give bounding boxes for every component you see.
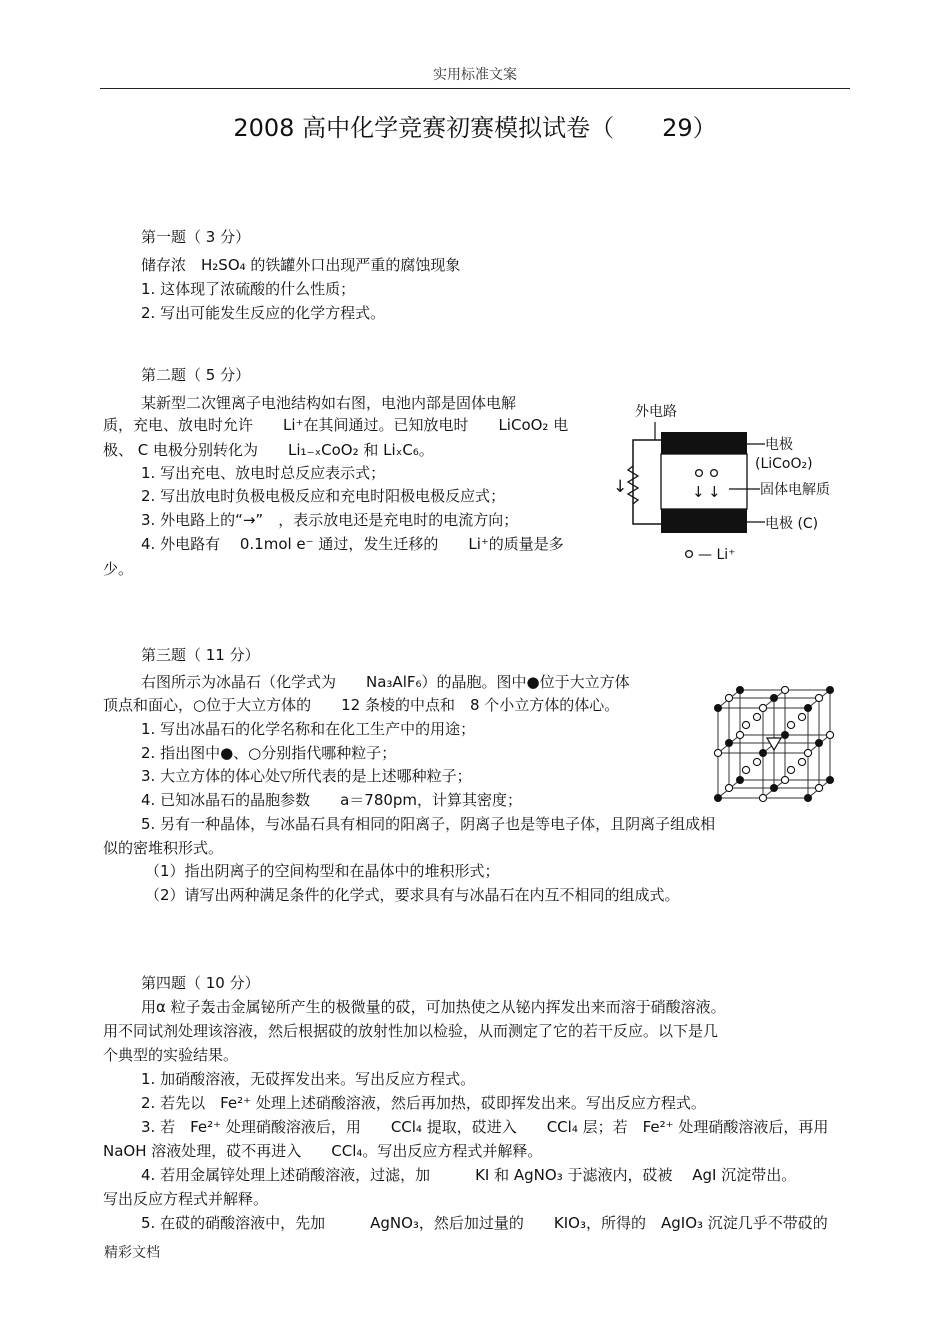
q3-line: 顶点和面心，○位于大立方体的 12 条棱的中点和 8 个小立方体的体心。 — [103, 696, 620, 714]
q2-line: 少。 — [103, 560, 134, 578]
q4-line: NaOH 溶液处理，砹不再进入 CCl₄。写出反应方程式并解释。 — [103, 1142, 543, 1160]
ion-arrow-icon: ↓ — [708, 483, 721, 501]
page-header: 实用标准文案 — [433, 67, 517, 83]
q3-line: 1. 写出冰晶石的化学名称和在化工生产中的用途； — [141, 720, 476, 738]
outer-circuit-label: 外电路 — [635, 404, 677, 420]
q4-line: 个典型的实验结果。 — [103, 1046, 239, 1064]
q3-line: 似的密堆积形式。 — [103, 839, 224, 857]
battery-diagram — [605, 398, 850, 573]
current-arrow-icon: ↓ — [613, 477, 628, 497]
q4-line: 用不同试剂处理该溶液，然后根据砹的放射性加以检验，从而测定了它的若干反应。以下是几 — [103, 1022, 719, 1040]
q2-heading: 第二题（ 5 分） — [141, 366, 251, 384]
q4-line: 3. 若 Fe²⁺ 处理硝酸溶液后，用 CCl₄ 提取，砹进入 CCl₄ 层；若 Fe²⁺ 处理硝酸溶液后，再用 — [141, 1118, 829, 1136]
q3-line: （1）指出阴离子的空间构型和在晶体中的堆积形式； — [145, 862, 500, 880]
electrode-top-formula: (LiCoO₂) — [755, 456, 813, 472]
li-ion-legend-label: — Li⁺ — [698, 547, 736, 563]
li-ion-icon — [696, 470, 703, 477]
ion-arrow-icon: ↓ — [692, 483, 705, 501]
electrolyte-label: 固体电解质 — [760, 482, 830, 498]
li-ion-legend-icon — [686, 551, 693, 558]
q4-line: 4. 若用金属锌处理上述硝酸溶液，过滤，加 KI 和 AgNO₃ 于滤液内，砹被 AgI 沉淀带出。 — [141, 1166, 797, 1184]
q3-line: 4. 已知冰晶石的晶胞参数 a＝780pm，计算其密度； — [141, 791, 523, 809]
q2-line: 某新型二次锂离子电池结构如右图，电池内部是固体电解 — [141, 394, 517, 412]
q4-line: 1. 加硝酸溶液，无砹挥发出来。写出反应方程式。 — [141, 1070, 476, 1088]
q2-line: 质，充电、放电时允许 Li⁺在其间通过。已知放电时 LiCoO₂ 电 — [103, 416, 569, 434]
page-footer: 精彩文档 — [104, 1245, 160, 1261]
electrode-bottom-label: 电极 (C) — [765, 516, 819, 532]
q3-line: 3. 大立方体的体心处▽所代表的是上述哪种粒子； — [141, 767, 472, 785]
q2-line: 2. 写出放电时负极电极反应和充电时阳极电极反应式； — [141, 487, 506, 505]
q2-line: 4. 外电路有 0.1mol e⁻ 通过，发生迁移的 Li⁺的质量是多 — [141, 535, 564, 553]
electrode-top — [661, 432, 747, 454]
q3-line: （2）请写出两种满足条件的化学式，要求具有与冰晶石在内互不相同的组成式。 — [145, 886, 680, 904]
q1-heading: 第一题（ 3 分） — [141, 228, 251, 246]
q2-line: 1. 写出充电、放电时总反应表示式； — [141, 464, 386, 482]
q4-line: 2. 若先以 Fe²⁺ 处理上述硝酸溶液，然后再加热，砹即挥发出来。写出反应方程式。 — [141, 1094, 706, 1112]
q2-line: 极、 C 电极分别转化为 Li₁₋ₓCoO₂ 和 LiₓC₆。 — [103, 441, 434, 459]
cryolite-unit-cell — [708, 680, 838, 808]
q2-line: 3. 外电路上的“→” ，表示放电还是充电时的电流方向； — [141, 511, 519, 529]
q4-line: 写出反应方程式并解释。 — [103, 1190, 269, 1208]
page-title: 2008 高中化学竞赛初赛模拟试卷（ 29） — [233, 114, 717, 142]
header-rule — [100, 88, 850, 89]
outer-circuit-wire — [633, 440, 661, 524]
q4-line: 5. 在砹的硝酸溶液中，先加 AgNO₃，然后加过量的 KIO₃，所得的 AgIO₃ 沉淀几乎不带砹的 — [141, 1214, 828, 1232]
q1-line: 2. 写出可能发生反应的化学方程式。 — [141, 304, 386, 322]
electrode-top-label: 电极 — [765, 437, 793, 453]
q4-heading: 第四题（ 10 分） — [141, 974, 260, 992]
q3-line: 2. 指出图中●、○分别指代哪种粒子； — [141, 744, 397, 762]
q3-line: 右图所示为冰晶石（化学式为 Na₃AlF₆）的晶胞。图中●位于大立方体 — [141, 673, 630, 691]
li-ion-icon — [711, 470, 718, 477]
q1-line: 1. 这体现了浓硫酸的什么性质； — [141, 280, 356, 298]
electrode-bottom — [661, 509, 747, 533]
q4-line: 用α 粒子轰击金属铋所产生的极微量的砹，可加热使之从铋内挥发出来而溶于硝酸溶液。 — [141, 998, 726, 1016]
q3-heading: 第三题（ 11 分） — [141, 646, 260, 664]
q1-line: 储存浓 H₂SO₄ 的铁罐外口出现严重的腐蚀现象 — [141, 256, 461, 274]
q3-line: 5. 另有一种晶体，与冰晶石具有相同的阳离子，阴离子也是等电子体，且阴离子组成相 — [141, 815, 716, 833]
